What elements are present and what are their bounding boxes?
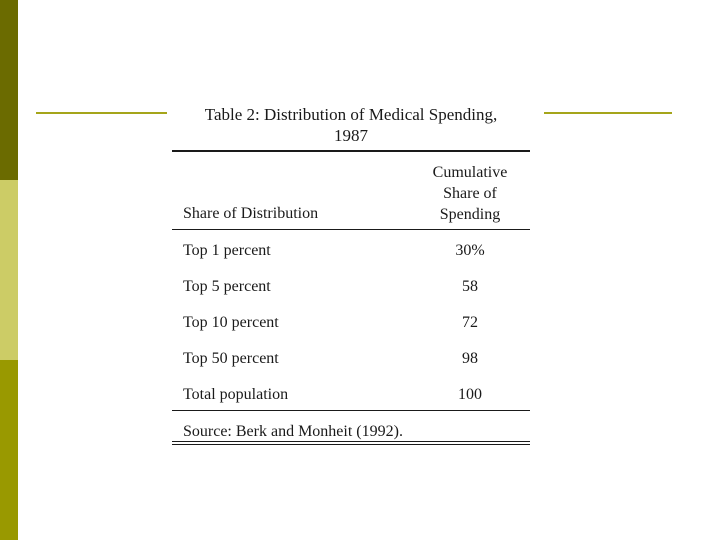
table-row [172, 278, 530, 302]
table-top-rule [172, 150, 530, 152]
row-label: Top 1 percent [183, 242, 271, 259]
row-label: Top 5 percent [183, 278, 271, 295]
table-bottom-rule-1 [172, 441, 530, 442]
title-rule-left [36, 112, 167, 114]
column-header-cumulative-share [414, 162, 526, 225]
row-label: Top 50 percent [183, 350, 279, 367]
column-header-line: Cumulative [432, 164, 508, 181]
row-value: 30% [455, 242, 485, 259]
row-value: 98 [462, 350, 478, 367]
header-rule [172, 229, 530, 230]
table-title [172, 104, 530, 146]
row-value: 58 [462, 278, 478, 295]
accent-bar-top [0, 0, 18, 180]
table-source-note: Source: Berk and Monheit (1992). [183, 423, 403, 440]
body-bottom-rule [172, 410, 530, 411]
title-rule-right [544, 112, 672, 114]
row-label: Total population [183, 386, 289, 403]
column-header-share-of-distribution: Share of Distribution [183, 205, 319, 222]
column-header-line: Share of [443, 185, 497, 202]
accent-bar-bottom [0, 360, 18, 540]
accent-bar-middle [0, 180, 18, 360]
table-bottom-rule-2 [172, 444, 530, 445]
table-title-line-2: 1987 [334, 126, 368, 145]
row-value: 100 [458, 386, 482, 403]
table-row [172, 242, 530, 266]
table-row [172, 350, 530, 374]
row-label: Top 10 percent [183, 314, 279, 331]
table-title-line-1: Table 2: Distribution of Medical Spending, [204, 105, 498, 124]
table-row [172, 386, 530, 410]
table-row [172, 314, 530, 338]
column-header-line: Spending [439, 206, 501, 223]
row-value: 72 [462, 314, 478, 331]
